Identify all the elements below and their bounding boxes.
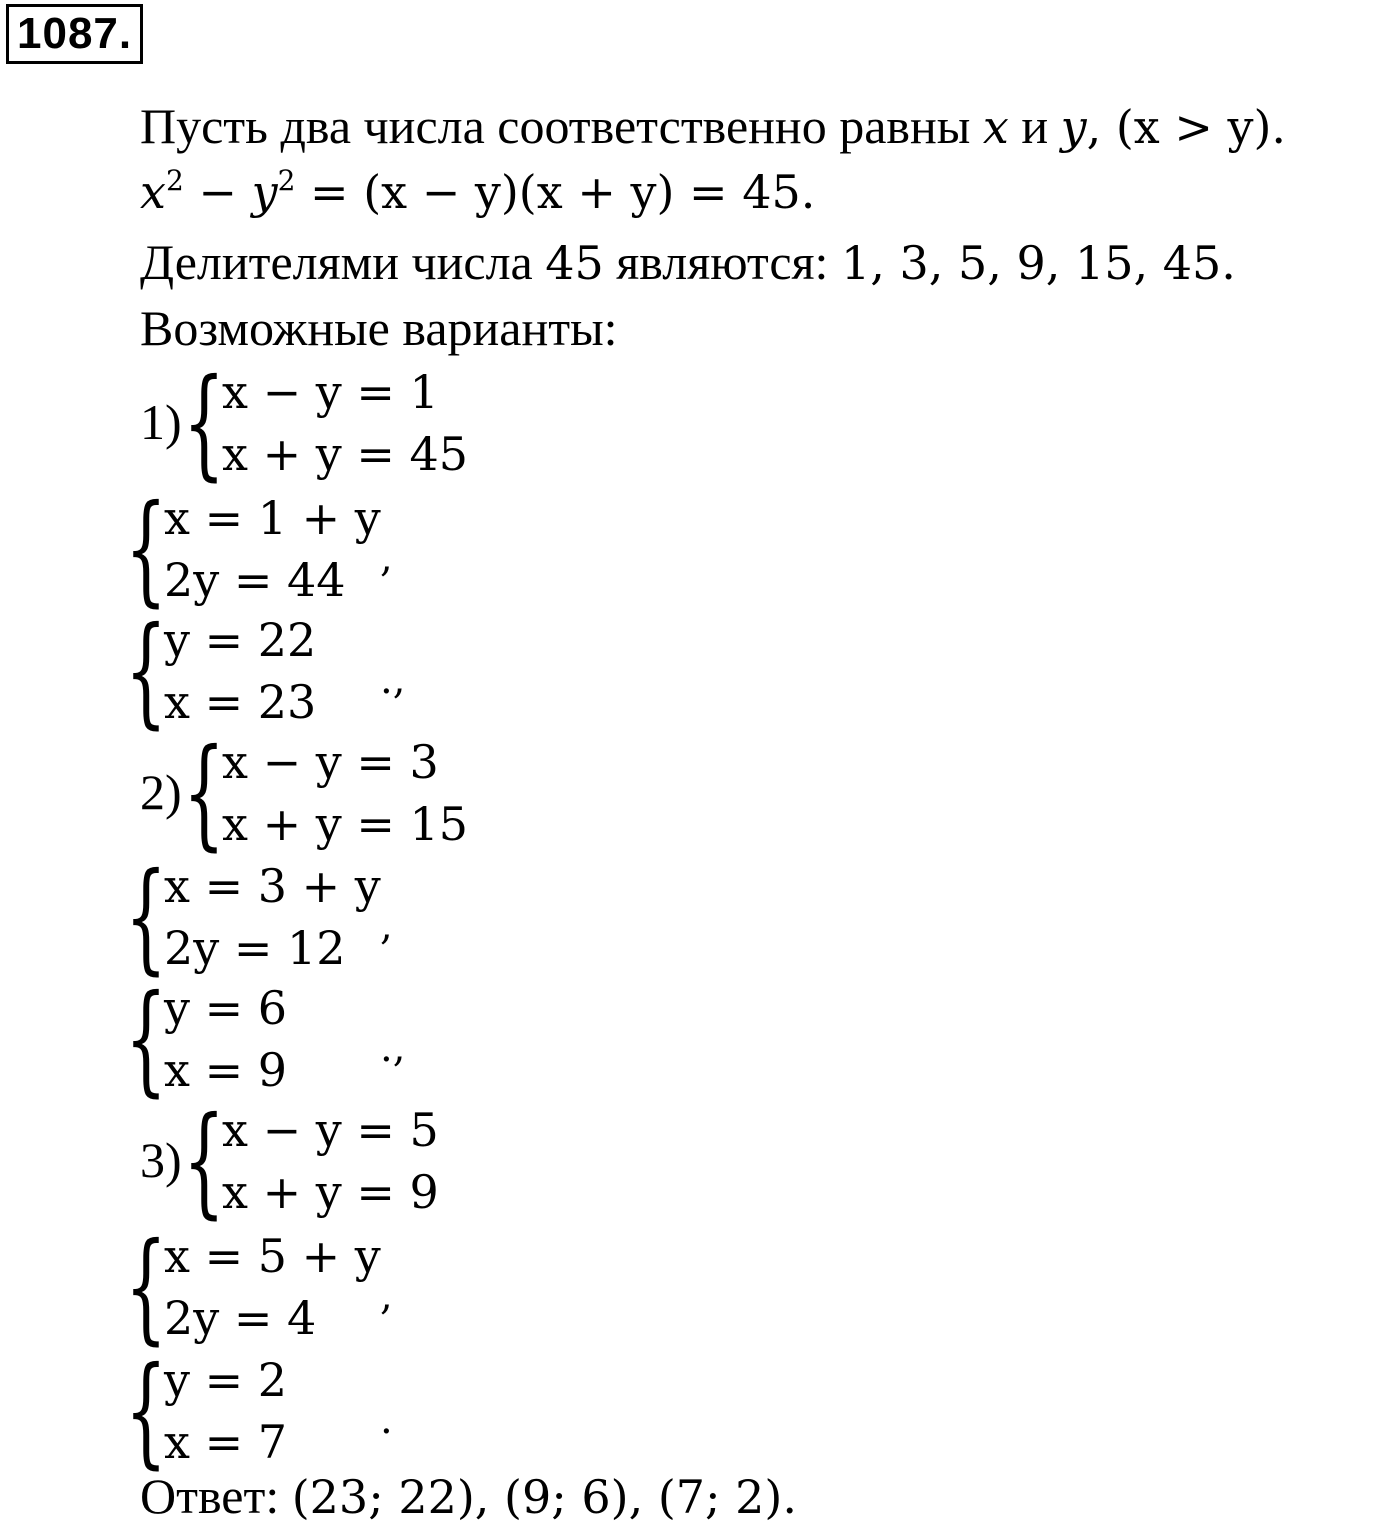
- system-equation-2: x = 7: [164, 1415, 287, 1469]
- brace-icon: {: [183, 724, 226, 863]
- system-equation-1: y = 22: [164, 613, 317, 667]
- identity-rest: = (x − y)(x + y) = 45.: [295, 165, 816, 219]
- divisors-number: 45: [545, 236, 604, 290]
- system-equation-2: x + y = 45: [222, 427, 469, 481]
- variants-heading: Возможные варианты:: [140, 300, 618, 356]
- system-punctuation: .: [380, 1397, 393, 1443]
- identity-line: [140, 162, 815, 222]
- brace-icon: {: [125, 1218, 168, 1357]
- intro-and: и: [1008, 98, 1061, 154]
- brace-icon: {: [125, 970, 168, 1109]
- intro-text: Пусть два числа соответственно равны: [140, 98, 983, 154]
- brace-icon: {: [183, 354, 226, 493]
- system-label: 1): [140, 394, 182, 450]
- identity-x: x: [140, 165, 166, 219]
- divisors-line: [140, 232, 1236, 293]
- system-equation-1: y = 2: [164, 1353, 288, 1407]
- system-equation-1: x − y = 5: [222, 1103, 439, 1157]
- system-punctuation: ,: [380, 1273, 393, 1319]
- system-equation-1: x = 3 + y: [164, 859, 381, 913]
- system-equation-1: x = 1 + y: [164, 491, 381, 545]
- answer-label: Ответ:: [140, 1468, 292, 1524]
- identity-exp2: 2: [277, 164, 296, 197]
- problem-number: 1087.: [6, 4, 143, 64]
- identity-y: y: [251, 165, 278, 219]
- system-equation-2: 2y = 44: [164, 553, 346, 607]
- system-equation-1: x − y = 1: [222, 365, 439, 419]
- system-label: 3): [140, 1132, 182, 1188]
- brace-icon: {: [125, 848, 168, 987]
- var-y: y: [1060, 100, 1087, 154]
- system-equation-2: x + y = 15: [222, 797, 469, 851]
- divisors-list: 1, 3, 5, 9, 15, 45.: [840, 236, 1236, 290]
- system-punctuation: ,: [380, 535, 393, 581]
- brace-icon: {: [183, 1092, 226, 1231]
- brace-icon: {: [125, 602, 168, 741]
- brace-icon: {: [125, 1342, 168, 1481]
- var-x: x: [982, 100, 1009, 154]
- system-punctuation: .,: [380, 657, 406, 703]
- identity-minus: −: [183, 165, 252, 219]
- system-equation-1: x = 5 + y: [164, 1229, 381, 1283]
- brace-icon: {: [125, 480, 168, 619]
- system-equation-1: y = 6: [164, 981, 288, 1035]
- intro-condition: , (x > y).: [1086, 100, 1287, 154]
- system-punctuation: ,: [380, 903, 393, 949]
- identity-exp1: 2: [165, 164, 184, 197]
- system-equation-1: x − y = 3: [222, 735, 439, 789]
- system-punctuation: .,: [380, 1025, 406, 1071]
- divisors-text: Делителями числа: [140, 234, 546, 290]
- intro-line: [140, 96, 1286, 157]
- system-equation-2: x + y = 9: [222, 1165, 439, 1219]
- system-equation-2: 2y = 4: [164, 1291, 317, 1345]
- divisors-text2: являются:: [603, 234, 841, 290]
- system-equation-2: x = 23: [164, 675, 317, 729]
- answer-line: [140, 1466, 797, 1527]
- system-equation-2: 2y = 12: [164, 921, 346, 975]
- system-equation-2: x = 9: [164, 1043, 287, 1097]
- answer-value: (23; 22), (9; 6), (7; 2).: [291, 1470, 797, 1524]
- system-label: 2): [140, 764, 182, 820]
